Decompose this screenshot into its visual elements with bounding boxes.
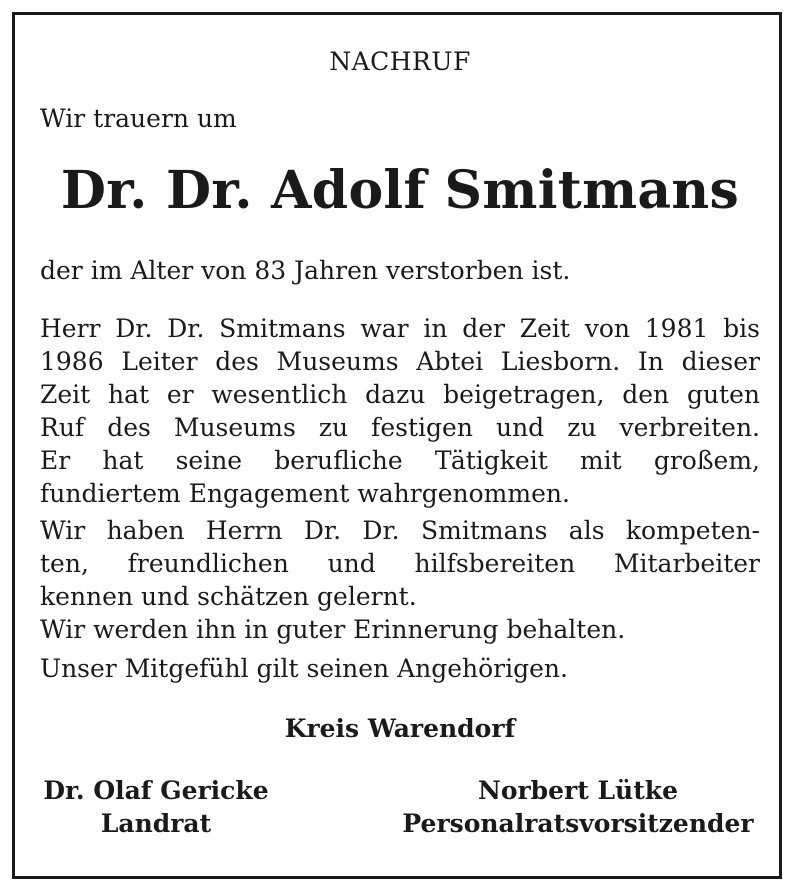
paragraph-line: Wir haben Herrn Dr. Dr. Smitmans als kompeten-: [40, 516, 760, 545]
paragraph-line: 1986 Leiter des Museums Abtei Liesborn. In dieser: [40, 347, 760, 376]
paragraph-line: Wir werden ihn in guter Erinnerung behalten.: [40, 615, 626, 644]
paragraph-line: ten, freundlichen und hilfsbereiten Mitarbeiter: [40, 549, 760, 578]
signatory-title: Landrat: [100, 809, 212, 838]
intro-text: Wir trauern um: [40, 104, 237, 133]
paragraph-career: [40, 312, 760, 510]
signatory-name: Dr. Olaf Gericke: [43, 776, 269, 805]
signatory-title: Personalratsvorsitzender: [402, 809, 754, 838]
deceased-name: Dr. Dr. Adolf Smitmans: [60, 160, 740, 221]
paragraph-condolence: [40, 652, 760, 685]
paragraph-line: fundiertem Engagement wahrgenommen.: [40, 479, 570, 508]
organization-name: Kreis Warendorf: [284, 714, 516, 743]
age-line: der im Alter von 83 Jahren verstorben ist.: [40, 256, 571, 285]
paragraph-line: Unser Mitgefühl gilt seinen Angehörigen.: [40, 654, 568, 683]
paragraph-colleague: [40, 514, 760, 646]
paragraph-line: Ruf des Museums zu festigen und zu verbreiten.: [40, 413, 760, 442]
signature-right: [398, 774, 758, 840]
notice-heading: NACHRUF: [329, 47, 471, 76]
signatory-name: Norbert Lütke: [477, 776, 679, 805]
paragraph-line: Herr Dr. Dr. Smitmans war in der Zeit von 1981 bis: [40, 314, 760, 343]
signature-left: [40, 774, 272, 840]
paragraph-line: kennen und schätzen gelernt.: [40, 582, 417, 611]
paragraph-line: Zeit hat er wesentlich dazu beigetragen, den guten: [40, 380, 760, 409]
paragraph-line: Er hat seine berufliche Tätigkeit mit großem,: [40, 446, 760, 475]
